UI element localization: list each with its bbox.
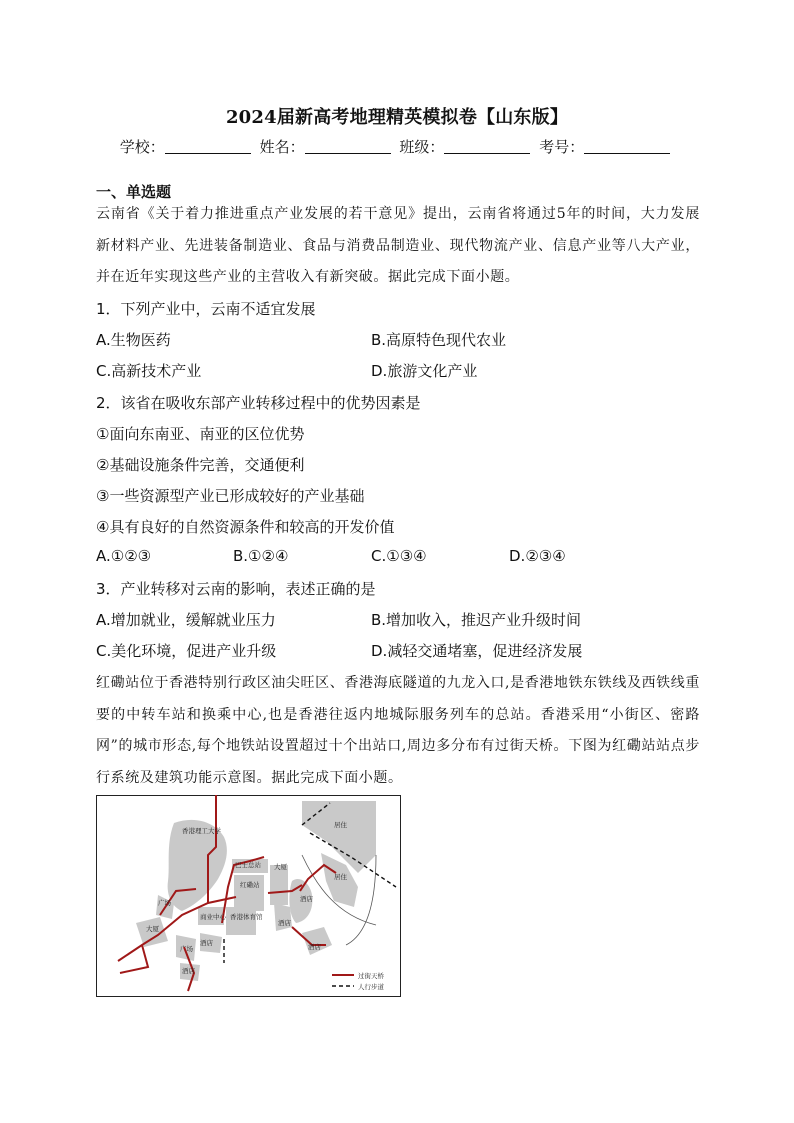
class-blank <box>444 139 530 154</box>
passage-1: 云南省《关于着力推进重点产业发展的若干意见》提出，云南省将通过5年的时间，大力发展新材料产业、先进装备制造业、食品与消费品制造业、现代物流产业、信息产业等八大产业，并在近年实现这些产业的主营收入有新突破。据此完成下面小题。 <box>96 206 700 285</box>
school-label: 学校： <box>119 138 165 156</box>
label-residence-2: 居住 <box>334 873 347 881</box>
label-hotel-3: 酒店 <box>308 943 321 951</box>
question-1-option-b: B.高原特色现代农业 <box>371 331 507 349</box>
question-3-option-a: A.增加就业，缓解就业压力 <box>96 611 276 629</box>
name-blank <box>305 139 391 154</box>
student-info-line <box>0 136 794 157</box>
name-label: 姓名： <box>259 138 305 156</box>
page-title: 2024届新高考地理精英模拟卷【山东版】 <box>225 107 569 128</box>
tower-block <box>270 865 288 905</box>
label-business-center: 商业中心 <box>200 913 226 921</box>
question-2-stem: 2．该省在吸收东部产业转移过程中的优势因素是 <box>96 394 421 412</box>
question-2-option-b: B.①②④ <box>233 547 289 565</box>
question-3-stem: 3．产业转移对云南的影响，表述正确的是 <box>96 580 376 598</box>
label-tower-1: 大厦 <box>274 863 287 871</box>
legend-bridge-label: 过街天桥 <box>358 972 384 980</box>
question-3-option-d: D.减轻交通堵塞，促进经济发展 <box>371 642 583 660</box>
label-plaza-2: 广场 <box>180 945 193 953</box>
exam-number-label: 考号： <box>539 138 585 156</box>
question-2-item-4: ④具有良好的自然资源条件和较高的开发价值 <box>96 518 395 536</box>
question-2-item-2: ②基础设施条件完善，交通便利 <box>96 456 305 474</box>
question-1-option-d: D.旅游文化产业 <box>371 362 478 380</box>
question-3-option-b: B.增加收入，推迟产业升级时间 <box>371 611 582 629</box>
hung-hom-station-map <box>96 795 401 997</box>
question-3-option-c: C.美化环境，促进产业升级 <box>96 642 277 660</box>
label-hotel-1: 酒店 <box>300 895 313 903</box>
question-2-item-3: ③一些资源型产业已形成较好的产业基础 <box>96 487 365 505</box>
question-1-stem: 1．下列产业中，云南不适宜发展 <box>96 300 316 318</box>
label-station: 红磡站 <box>240 881 260 889</box>
exam-number-blank <box>584 139 670 154</box>
label-polyu: 香港理工大学 <box>182 827 221 835</box>
question-2-option-a: A.①②③ <box>96 547 152 565</box>
class-label: 班级： <box>399 138 445 156</box>
label-hotel-5: 酒店 <box>182 967 195 975</box>
label-hotel-2: 酒店 <box>278 919 291 927</box>
stadium-block <box>226 907 256 935</box>
label-residence-1: 居住 <box>334 821 347 829</box>
label-tower-2: 大厦 <box>146 925 159 933</box>
question-2-option-d: D.②③④ <box>509 547 566 565</box>
label-hotel-4: 酒店 <box>200 939 213 947</box>
school-blank <box>165 139 251 154</box>
label-stadium: 香港体育馆 <box>230 913 263 921</box>
legend-walkway-label: 人行步道 <box>358 983 384 991</box>
section-title: 一、单选题 <box>96 183 172 201</box>
question-2-option-c: C.①③④ <box>371 547 427 565</box>
question-1-option-c: C.高新技术产业 <box>96 362 202 380</box>
question-2-item-1: ①面向东南亚、南亚的区位优势 <box>96 425 305 443</box>
label-bus-terminal: 巴士总站 <box>235 861 261 869</box>
question-1-option-a: A.生物医药 <box>96 331 171 349</box>
label-plaza-1: 广场 <box>158 899 171 907</box>
passage-2: 红磡站位于香港特别行政区油尖旺区、香港海底隧道的九龙入口,是香港地铁东铁线及西铁线重要的中转车站和换乘中心,也是香港往返内地城际服务列车的总站。香港采用“小街区、密路网”的城市形态,每个地铁站设置超过十个出站口,周边多分布有过街天桥。下图为红磡站站点步行系统及建筑功能示意图。据此完成下面小题。 <box>96 675 700 786</box>
